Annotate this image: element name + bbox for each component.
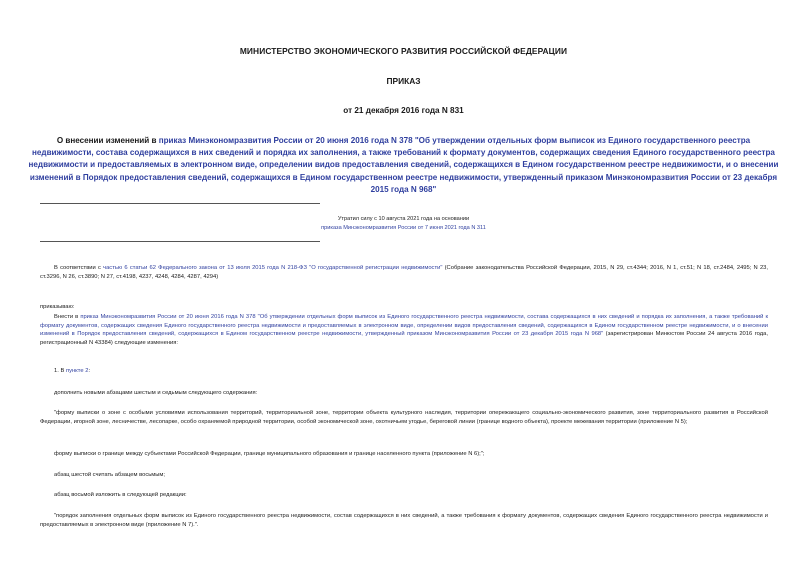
amend-paragraph (40, 313, 768, 347)
order-word: приказываю: (40, 304, 75, 310)
repeal-note (0, 215, 807, 233)
item-1-link[interactable]: пункте 2 (65, 368, 89, 374)
divider-top (40, 203, 320, 204)
title-order-link[interactable]: приказ Минэкономразвития России от 20 июня 2016 года N 378 "Об утверждении отдельных форм выписок из Единого государственного реестра недвижимости, состава содержащихся в них сведений и порядка их заполнения, а также требований к формату документов, содержащих сведения Единого государственного реестра недвижимости и предоставляемых в электронном виде, определении видов предоставления сведений, содержащихся в Едином государственном реестре недвижимости, и о внесении изменений в Порядок предоставления сведений, содержащихся в Едином государственном реестре недвижимости, утвержденный приказом Минэкономразвития России от 23 декабря 2015 года N 968" (28, 136, 779, 194)
amend-prefix: Внести в (54, 314, 81, 320)
document-date-number: от 21 декабря 2016 года N 831 (343, 106, 464, 115)
basis-suffix: (Собрание законодательства Российской Федерации, 2015, N 29, ст.4344; 2016, N 1, ст.51; N 18, ст.2484, 2495; N 23, ст.3296, N 26, ст.3890; N 27, ст.4198, 4237, 4248, 4284, 4287, 4294) (40, 265, 769, 280)
amended-order-link[interactable]: приказ Минэкономразвития России от 20 июня 2016 года N 378 "Об утверждении отдельных форм выписок из Единого государственного реестра недвижимости, состава содержащихся в них сведений и порядка их заполнения, а также требований к формату документов, содержащих сведения Единого государственного реестра недвижимости и предоставляемых в электронном виде, определении видов предоставления сведений, содержащихся в Едином государственном реестре недвижимости, и о внесении изменений в Порядок предоставления сведений, содержащихся в Едином государственном реестре недвижимости, утвержденный приказом Минэкономразвития России от 23 декабря 2015 года N 968" (40, 314, 768, 338)
document-title (26, 135, 781, 196)
repeal-line: Утратил силу с 10 августа 2021 года на основании (337, 216, 470, 222)
federal-law-link[interactable]: частью 6 статьи 62 Федерального закона от 13 июля 2015 года N 218-ФЗ "О государственной регистрации недвижимости" (103, 265, 443, 271)
quote-paragraph-3: "порядок заполнения отдельных форм выписок из Единого государственного реестра недвижимости, состав содержащихся в них сведений, а также требования к формату документов, содержащих сведения Единого государственного реестра недвижимости и предоставляемых в электронном виде (приложение N 7).". (40, 513, 768, 528)
ministry-heading: МИНИСТЕРСТВО ЭКОНОМИЧЕСКОГО РАЗВИТИЯ РОССИЙСКОЙ ФЕДЕРАЦИИ (239, 46, 568, 56)
item-1-suffix: : (88, 368, 91, 374)
supplement-paragraph: дополнить новыми абзацами шестым и седьмым следующего содержания: (54, 390, 258, 396)
abzac-6-paragraph: абзац шестой считать абзацем восьмым; (54, 472, 166, 478)
title-prefix: О внесении изменений в (56, 136, 159, 145)
divider-bottom (40, 241, 320, 242)
basis-prefix: В соответствии с (54, 265, 104, 271)
item-1-prefix: 1. В (54, 368, 66, 374)
quote-paragraph-1: "форму выписки о зоне с особыми условиями использования территорий, территориальной зоне, территории объекта культурного наследия, территории опережающего социально-экономического развития, зоне территориального развития в Российской Федерации, игорной зоне, лесничестве, лесопарке, особо охраняемой природной территории, особой экономической зоне, охотничьем угодье, береговой линии (границе водного объекта), проекте межевания территории (приложение N 5); (40, 410, 768, 425)
repeal-order-link[interactable]: приказа Минэкономразвития России от 7 июня 2021 года N 311 (321, 225, 486, 231)
amend-suffix: (зарегистрирован Минюстом России 24 августа 2016 года, регистрационный N 43384) следующие изменения: (40, 331, 768, 346)
abzac-8-paragraph: абзац восьмой изложить в следующей редакции: (54, 492, 187, 498)
document-type: ПРИКАЗ (386, 76, 421, 86)
basis-paragraph (40, 264, 768, 281)
item-1 (40, 367, 768, 376)
quote-paragraph-2: форму выписки о границе между субъектами Российской Федерации, границе муниципального образования и границе населенного пункта (приложение N 6);"; (54, 451, 485, 457)
